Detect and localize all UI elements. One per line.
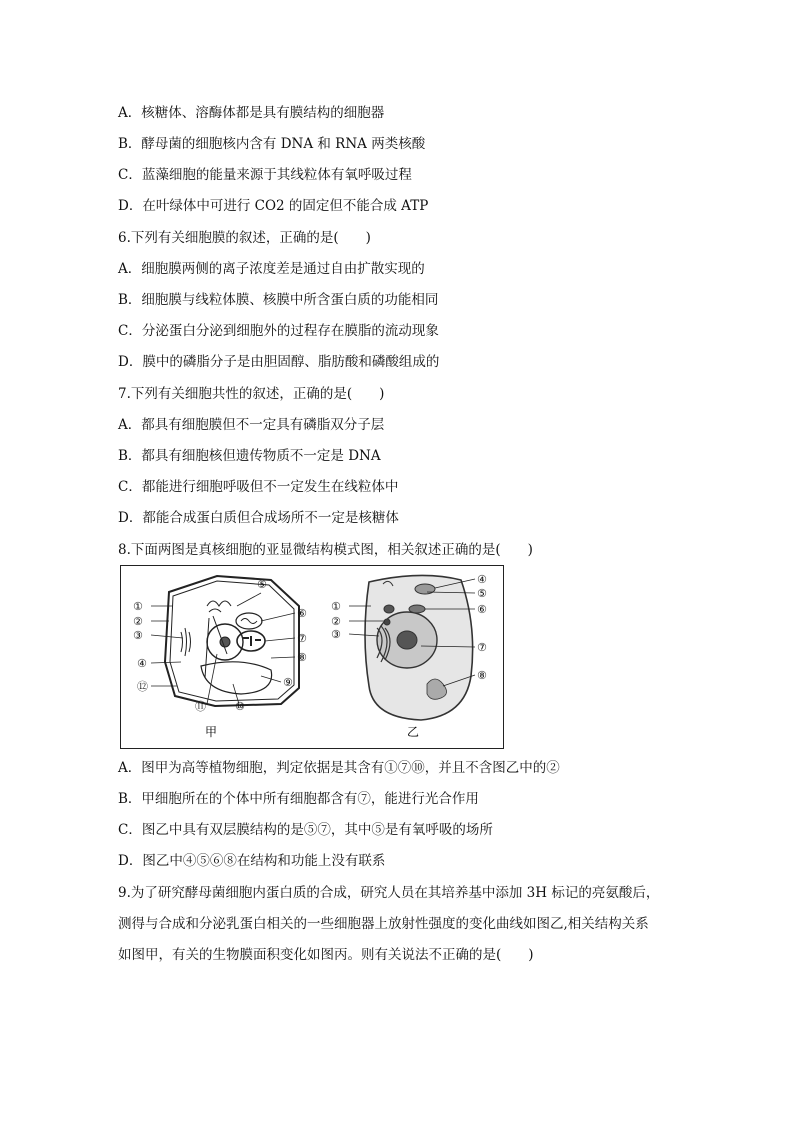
label-5: ⑤ <box>257 578 267 591</box>
question-stem: 如图甲，有关的生物膜面积变化如图丙。则有关说法不正确的是( ) <box>118 947 534 963</box>
option-line: A．细胞膜两侧的离子浓度差是通过自由扩散实现的 <box>118 261 425 277</box>
option-line: B．甲细胞所在的个体中所有细胞都含有⑦，能进行光合作用 <box>118 791 479 807</box>
label-9: ⑨ <box>283 676 293 689</box>
cell-structure-figure <box>120 565 504 749</box>
label-6: ⑥ <box>477 603 487 616</box>
option-line: D．都能合成蛋白质但合成场所不一定是核糖体 <box>118 510 399 526</box>
label-3: ③ <box>133 629 143 642</box>
label-1: ① <box>331 600 341 613</box>
label-1: ① <box>133 600 143 613</box>
option-line: B．酵母菌的细胞核内含有 DNA 和 RNA 两类核酸 <box>118 136 426 152</box>
option-line: C．图乙中具有双层膜结构的是⑤⑦，其中⑤是有氧呼吸的场所 <box>118 822 493 838</box>
plant-cell-labels <box>133 578 307 713</box>
cell-diagrams <box>121 566 505 750</box>
option-line: C．都能进行细胞呼吸但不一定发生在线粒体中 <box>118 479 399 495</box>
question-stem: 测得与合成和分泌乳蛋白相关的一些细胞器上放射性强度的变化曲线如图乙,相关结构关系 <box>118 916 649 932</box>
option-line: A．都具有细胞膜但不一定具有磷脂双分子层 <box>118 417 385 433</box>
option-line: D．图乙中④⑤⑥⑧在结构和功能上没有联系 <box>118 853 386 869</box>
label-4: ④ <box>137 657 147 670</box>
label-8: ⑧ <box>477 669 487 682</box>
label-7: ⑦ <box>477 641 487 654</box>
label-4: ④ <box>477 573 487 586</box>
label-5: ⑤ <box>477 587 487 600</box>
label-3: ③ <box>331 628 341 641</box>
option-line: C．蓝藻细胞的能量来源于其线粒体有氧呼吸过程 <box>118 167 412 183</box>
label-7: ⑦ <box>297 632 307 645</box>
question-stem: 7.下列有关细胞共性的叙述，正确的是( ) <box>118 386 385 402</box>
option-line: A．图甲为高等植物细胞，判定依据是其含有①⑦⑩，并且不含图乙中的② <box>118 760 560 776</box>
label-10: ⑩ <box>235 700 245 713</box>
label-2: ② <box>331 615 341 628</box>
caption-yi: 乙 <box>407 725 420 739</box>
caption-jia: 甲 <box>205 725 218 739</box>
option-line: A．核糖体、溶酶体都是具有膜结构的细胞器 <box>118 105 385 121</box>
plant-cell-diagram <box>165 576 299 706</box>
label-8: ⑧ <box>297 651 307 664</box>
label-2: ② <box>133 615 143 628</box>
label-11: ⑪ <box>195 700 206 713</box>
option-line: B．都具有细胞核但遗传物质不一定是 DNA <box>118 448 381 464</box>
question-stem: 6.下列有关细胞膜的叙述，正确的是( ) <box>118 230 371 246</box>
label-6: ⑥ <box>297 607 307 620</box>
label-12: ⑫ <box>137 680 148 693</box>
option-line: B．细胞膜与线粒体膜、核膜中所含蛋白质的功能相同 <box>118 292 439 308</box>
option-line: D．在叶绿体中可进行 CO2 的固定但不能合成 ATP <box>118 198 429 214</box>
question-stem: 9.为了研究酵母菌细胞内蛋白质的合成，研究人员在其培养基中添加 3H 标记的亮氨酸后， <box>118 885 660 901</box>
animal-cell-diagram <box>365 575 473 720</box>
question-stem: 8.下面两图是真核细胞的亚显微结构模式图，相关叙述正确的是( ) <box>118 542 533 558</box>
option-line: D．膜中的磷脂分子是由胆固醇、脂肪酸和磷酸组成的 <box>118 354 440 370</box>
option-line: C．分泌蛋白分泌到细胞外的过程存在膜脂的流动现象 <box>118 323 439 339</box>
